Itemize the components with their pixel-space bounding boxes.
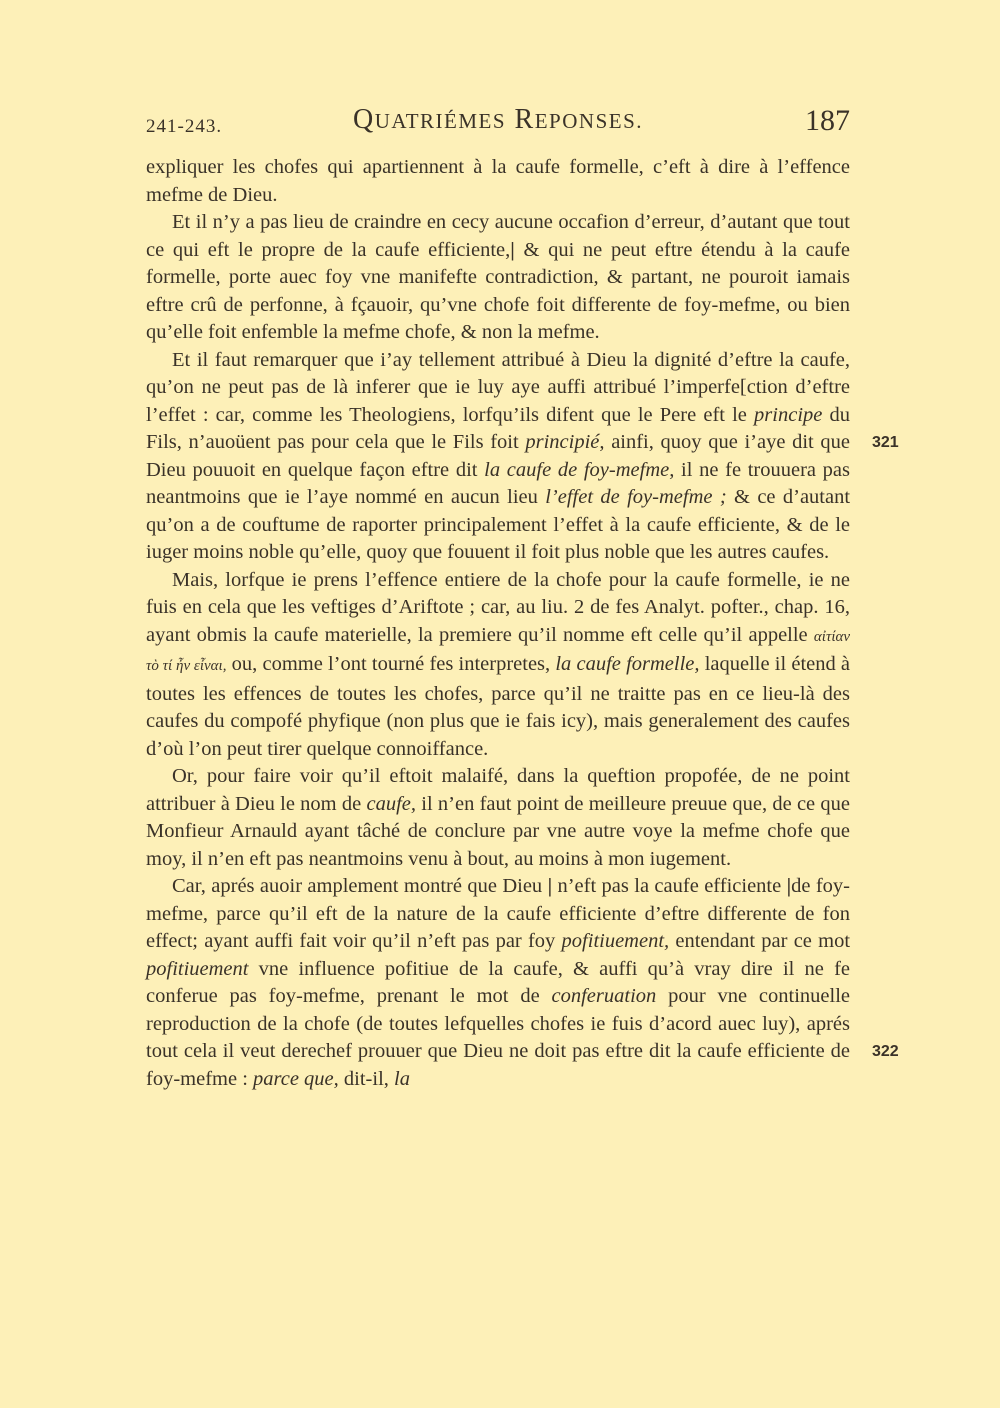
page-number: 187 [805, 104, 850, 137]
margin-page-reference: 321 [872, 434, 899, 451]
paragraph-4: Mais, lorfque ie prens l’effence entiere de la chofe pour la caufe formelle, ie ne fuis en cela que les veftiges d’Ariftote ; car, au liu. 2 de fes Analyt. pofter., chap. 16, ayant obmis la caufe materielle, la premiere qu’il nomme eft celle qu’il appelle αἰτίαν τὸ τί ἦν εἶναι, ou, comme l’ont tourné fes interpretes, la caufe formelle, laquelle il étend à toutes les effences de toutes les chofes, parce qu’il ne traitte pas en ce lieu-là des caufes du compofé phyfique (non plus que ie fais icy), mais generalement des caufes d’où l’on peut tirer quelque connoiffance. [146, 568, 851, 760]
page-break-marker: | [786, 875, 792, 897]
paragraph-6: Car, aprés auoir amplement montré que Dieu | n’eft pas la caufe efficiente |de foy-mefme, parce qu’il eft de la nature de la caufe efficiente d’eftre differente de fon effect; ayant auffi fait voir qu’il n’eft pas par foy pofitiuement, entendant par ce mot pofitiuement vne influence pofitiue de la caufe, & auffi qu’à vray dire il ne fe conferue pas foy-mefme, prenant le mot de conferuation pour vne continuelle reproduction de la chofe (de toutes lefquelles chofes ie fuis d’acord auec luy), aprés tout cela il veut derechef prouuer que Dieu ne doit pas eftre dit la caufe efficiente de foy-mefme : parce que, dit-il, la [146, 875, 851, 1090]
running-title: QUATRIÉMES REPONSES. [352, 104, 644, 135]
paragraph-2: Et il n’y a pas lieu de craindre en cecy aucune occafion d’erreur, d’autant que tout ce qui eft le propre de la caufe efficiente,| & qui ne peut eftre étendu à la caufe formelle, porte auec foy vne manifefte contradiction, & partant, ne pouroit iamais eftre crû de perfonne, à fçauoir, qu’vne chofe foit differente de foy-mefme, ou bien qu’elle foit enfemble la mefme chofe, & non la mefme. [146, 211, 851, 343]
paragraph-1: expliquer les chofes qui apartiennent à la caufe formelle, c’eft à dire à l’effence mefme de Dieu. [146, 156, 850, 206]
body-text [146, 154, 850, 1093]
page-break-marker: | [510, 238, 515, 261]
paragraph-3: Et il faut remarquer que i’ay tellement attribué à Dieu la dignité d’eftre la caufe, qu’on ne peut pas de là inferer que ie luy aye auffi attribué l’imperfe[ction d’eftre l’effet : car, comme les Theologiens, lorfqu’ils difent que le Pere eft le principe du Fils, n’auoüent pas pour cela que le Fils foit principié, ainfi, quoy que i’aye dit que Dieu pouuoit en quelque façon eftre dit la caufe de foy-mefme, il ne fe trouuera pas neantmoins que ie l’aye nommé en aucun lieu l’effet de foy-mefme ; & ce d’autant qu’on a de couftume de raporter principalement l’effet à la caufe efficiente, & de le iuger moins noble qu’elle, quoy que fouuent il foit plus noble que les autres caufes. [146, 348, 851, 563]
running-head [146, 104, 850, 144]
section-range: 241-243. [146, 116, 223, 137]
paragraph-5: Or, pour faire voir qu’il eftoit malaifé, dans la queftion propofée, de ne point attribuer à Dieu le nom de caufe, il n’en faut point de meilleure preuue que, de ce que Monfieur Arnauld ayant tâché de conclure par vne autre voye la mefme chofe que moy, il n’en eft pas neantmoins venu à bout, au moins à mon iugement. [146, 765, 850, 870]
greek-quotation: αἰτίαν τὸ τί ἦν εἶναι, [146, 628, 851, 674]
page-break-marker: | [547, 875, 553, 897]
margin-page-reference: 322 [872, 1043, 899, 1060]
